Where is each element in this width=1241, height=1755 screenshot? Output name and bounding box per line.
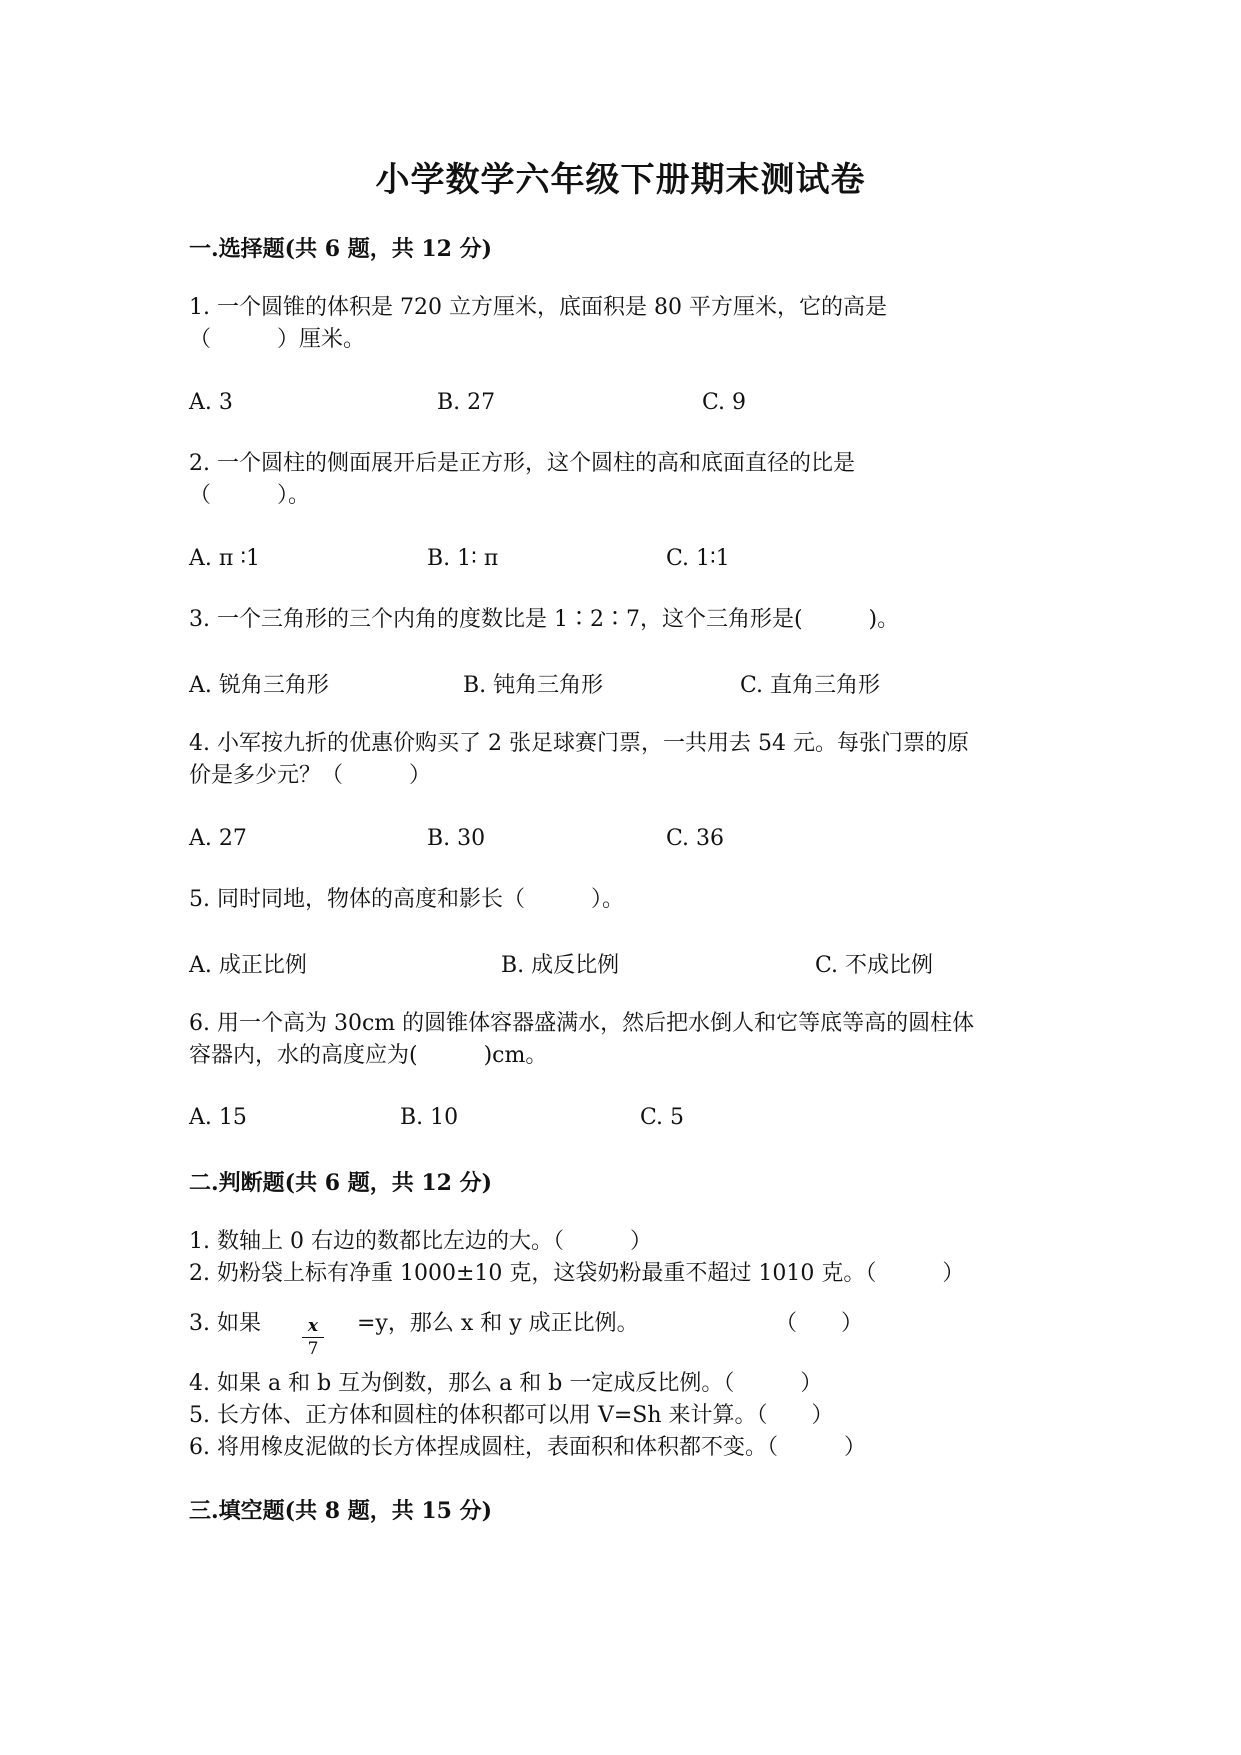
- choice-q2-line1: 2. 一个圆柱的侧面展开后是正方形，这个圆柱的高和底面直径的比是: [189, 451, 855, 476]
- choice-q3-line1: 3. 一个三角形的三个内角的度数比是 1∶2∶7，这个三角形是( )。: [189, 607, 900, 632]
- judge-item-1: 1. 数轴上 0 右边的数都比左边的大。（ ）: [189, 1229, 652, 1254]
- section-heading-judge: 二.判断题(共 6 题，共 12 分): [189, 1170, 493, 1196]
- choice-q2-option-c: C. 1∶1: [666, 546, 730, 571]
- choice-q6-option-b: B. 10: [400, 1105, 459, 1130]
- choice-q5-option-a: A. 成正比例: [189, 953, 307, 978]
- choice-q6-line2: 容器内，水的高度应为( )cm。: [189, 1043, 548, 1068]
- choice-q1-option-c: C. 9: [702, 390, 747, 415]
- choice-q1-line2: （ ）厘米。: [189, 327, 366, 352]
- choice-q4-line1: 4. 小军按九折的优惠价购买了 2 张足球赛门票，一共用去 54 元。每张门票的原: [189, 731, 969, 756]
- choice-q5-option-c: C. 不成比例: [815, 953, 934, 978]
- choice-q6-line1: 6. 用一个高为 30cm 的圆锥体容器盛满水，然后把水倒人和它等底等高的圆柱体: [189, 1011, 975, 1036]
- choice-q3-option-a: A. 锐角三角形: [189, 673, 329, 698]
- fraction-x-over-7: [302, 1316, 324, 1359]
- choice-q4-option-c: C. 36: [666, 826, 725, 851]
- choice-q3-option-c: C. 直角三角形: [740, 673, 881, 698]
- choice-q1-option-b: B. 27: [437, 390, 496, 415]
- choice-q4-line2: 价是多少元？（ ）: [189, 763, 432, 788]
- judge-item-6: 6. 将用橡皮泥做的长方体捏成圆柱，表面积和体积都不变。（ ）: [189, 1435, 866, 1460]
- choice-q2-line2: （ ）。: [189, 483, 311, 508]
- section-heading-fill: 三.填空题(共 8 题，共 15 分): [189, 1498, 493, 1524]
- choice-q5-line1: 5. 同时同地，物体的高度和影长（ ）。: [189, 887, 624, 912]
- choice-q1-option-a: A. 3: [189, 390, 233, 415]
- choice-q2-option-b: B. 1∶ π: [427, 546, 499, 571]
- fraction-numerator: x: [302, 1316, 324, 1338]
- judge-item-3-prefix: 3. 如果: [189, 1311, 261, 1336]
- judge-item-5: 5. 长方体、正方体和圆柱的体积都可以用 V=Sh 来计算。（ ）: [189, 1403, 834, 1428]
- choice-q6-option-a: A. 15: [189, 1105, 247, 1130]
- judge-item-3-paren: （ ）: [775, 1311, 864, 1336]
- judge-item-2: 2. 奶粉袋上标有净重 1000±10 克，这袋奶粉最重不超过 1010 克。（ ）: [189, 1261, 965, 1286]
- fraction-denominator: 7: [307, 1339, 319, 1359]
- choice-q3-option-b: B. 钝角三角形: [463, 673, 604, 698]
- judge-item-4: 4. 如果 a 和 b 互为倒数，那么 a 和 b 一定成反比例。（ ）: [189, 1371, 823, 1396]
- section-heading-choice: 一.选择题(共 6 题，共 12 分): [189, 236, 493, 262]
- choice-q5-option-b: B. 成反比例: [501, 953, 620, 978]
- choice-q1-line1: 1. 一个圆锥的体积是 720 立方厘米，底面积是 80 平方厘米，它的高是: [189, 295, 887, 320]
- choice-q4-option-b: B. 30: [427, 826, 486, 851]
- choice-q6-option-c: C. 5: [640, 1105, 685, 1130]
- choice-q2-option-a: A. π ∶1: [189, 546, 261, 571]
- judge-item-3-suffix: =y，那么 x 和 y 成正比例。: [357, 1311, 639, 1336]
- choice-q4-option-a: A. 27: [189, 826, 247, 851]
- page-title: 小学数学六年级下册期末测试卷: [375, 160, 866, 200]
